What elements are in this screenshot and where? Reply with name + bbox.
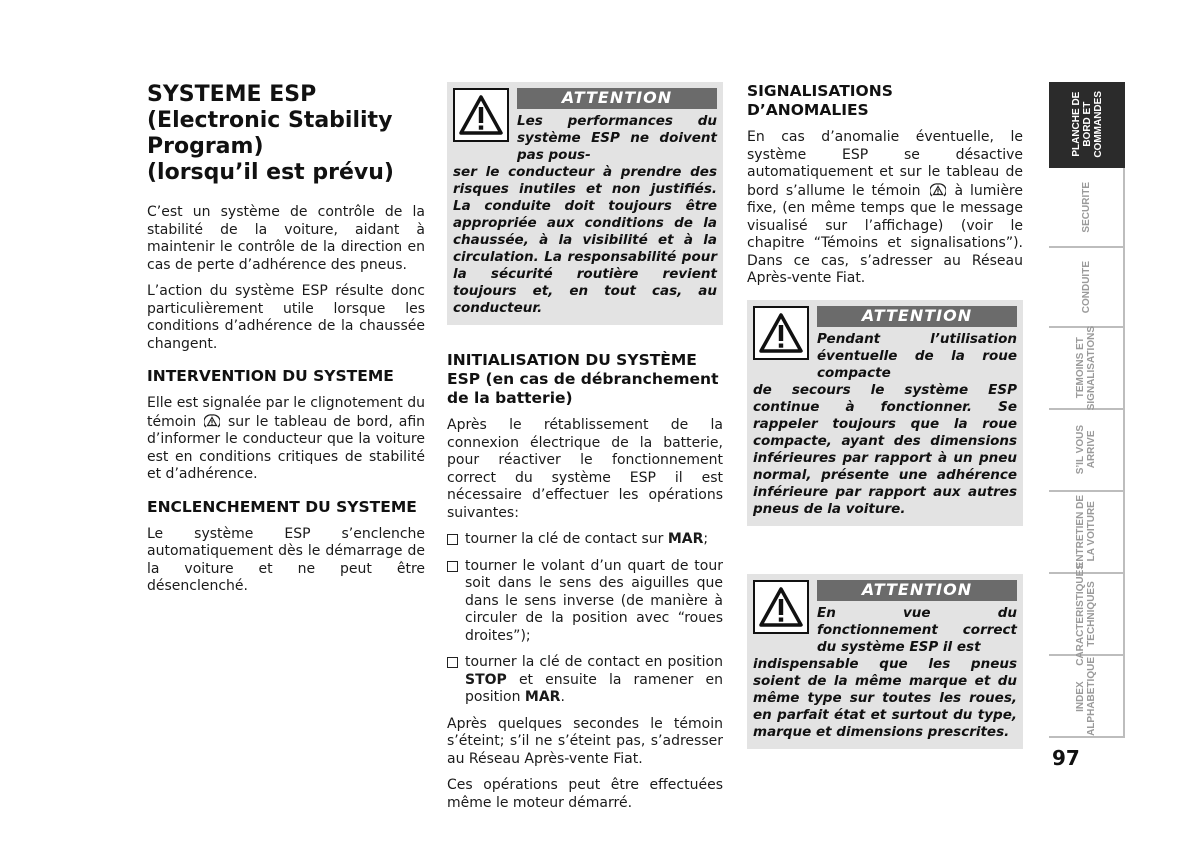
column-right [747,82,1023,297]
intervention-paragraph: Elle est signalée par le clignotement du témoin sur le tableau de bord, afin d’informer le conducteur que la voiture est en conditions critiques de stabilité et d’adhérence. [147,395,426,482]
initialisation-paragraph: Après le rétablissement de la connexion électrique de la batterie, pour réactiver le fonctionnement correct du système ESP il est nécessaire d’effectuer les opérations suivantes: [447,417,723,521]
attention-text: de secours le système ESP continue à fonctionner. Se rappeler toujours que la roue compacte, ayant des dimensions inférieures par rapport à un pneu normal, présente une adhérence inférieure par rapport aux autres pneus de la voiture. [753,382,1017,517]
intro-paragraph-2: L’action du système ESP résulte donc particulièrement utile lorsque les conditions d’adhérence de la chaussée changent. [147,283,425,352]
chapter-tabs [1049,82,1125,738]
signalisations-heading: SIGNALISATIONS D’ANOMALIES [747,82,893,119]
attention-label: ATTENTION [817,306,1017,327]
attention-text: indispensable que les pneus soient de la même marque et du même type sur toutes les roues, en parfait état et surtout du type, marque et dimensions prescrites. [753,656,1017,740]
checkbox-bullet-icon [447,657,458,668]
intro-paragraph-1: C’est un système de contrôle de la stabilité de la voiture, aidant à maintenir le contrôle de la direction en cas de perte d’adhérence des pneus. [147,204,425,273]
page-title: SYSTEME ESP (Electronic Stability Program) (lorsqu’il est prévu) [147,82,394,185]
signalisations-paragraph: En cas d’anomalie éventuelle, le système ESP se désactive automatiquement et sur le tableau de bord s’allume le témoin à lumière fixe, (en même temps que le message visualisé sur l’affichage) (voir le chapitre “Témoins et signalisations”). Dans ce cas, s’adresser au Réseau Après-vente Fiat. [747,129,1023,286]
tab-temoins[interactable]: TEMOINS ET SIGNALISATIONS [1049,328,1125,410]
esp-warning-light-icon [930,182,946,198]
warning-triangle-icon [753,580,809,634]
column-middle [447,82,723,821]
tab-planche-de-bord[interactable]: PLANCHE DE BORD ET COMMANDES [1049,82,1125,168]
list-item: tourner le volant d’un quart de tour soit dans le sens des aiguilles que dans le sens inverse (de manière à circuler de la position avec “roues droites”); [447,558,723,646]
esp-warning-light-icon [204,413,220,429]
enclenchement-heading: ENCLENCHEMENT DU SYSTEME [147,497,417,516]
page-number: 97 [1052,746,1080,770]
list-item: tourner la clé de contact en position STOP et ensuite la ramener en position MAR. [447,654,723,707]
tab-sil-vous-arrive[interactable]: S’IL VOUS ARRIVE [1049,410,1125,492]
checkbox-bullet-icon [447,534,458,545]
after-paragraph-1: Après quelques secondes le témoin s’éteint; s’il ne s’éteint pas, s’adresser au Réseau Après-vente Fiat. [447,715,723,767]
attention-label: ATTENTION [817,580,1017,601]
after-paragraph-2: Ces opérations peut être effectuées même le moteur démarré. [447,777,723,811]
attention-label: ATTENTION [517,88,717,109]
initialisation-heading: INITIALISATION DU SYSTÈME ESP (en cas de débranchement de la batterie) [447,351,719,407]
tab-securite[interactable]: SECURITE [1049,168,1125,248]
warning-triangle-icon [453,88,509,142]
attention-text: ser le conducteur à prendre des risques inutiles et non justifiés. La conduite doit toujours être appropriée aux conditions de la chaussée, à la visibilité et à la circulation. La responsabilité pour la sécurité routière revient toujours et, en tout cas, au conducteur. [453,164,717,316]
enclenchement-paragraph: Le système ESP s’enclenche automatiquement dès le démarrage de la voiture et ne peut être désenclenché. [147,525,425,594]
column-left [147,82,425,605]
warning-triangle-icon [753,306,809,360]
attention-box-compact-wheel: ATTENTION Pendant l’utilisation éventuelle de la roue compacte de secours le système ESP continue à fonctionner. Se rappeler toujours que la roue compacte, ayant des dimensions inférieures par rapport à un pneu normal, présente une adhérence inférieure par rapport aux autres pneus de la voiture. [747,300,1023,526]
attention-box-tyres: ATTENTION En vue du fonctionnement correct du système ESP il est indispensable que les pneus soient de la même marque et du même type sur toutes les roues, en parfait état et surtout du type, marque et dimensions prescrites. [747,574,1023,749]
tab-index[interactable]: INDEX ALPHABETIQUE [1049,656,1125,738]
checkbox-bullet-icon [447,561,458,572]
intervention-heading: INTERVENTION DU SYSTEME [147,367,394,385]
tab-caracteristiques[interactable]: CARACTERISTIQUES TECHNIQUES [1049,574,1125,656]
tab-conduite[interactable]: CONDUITE [1049,248,1125,328]
attention-box-performance: ATTENTION Les performances du système ESP ne doivent pas pous- ser le conducteur à prendre des risques inutiles et non justifiés. La conduite doit toujours être appropriée aux conditions de la chaussée, à la visibilité et à la circulation. La responsabilité pour la sécurité routière revient toujours et, en tout cas, au conducteur. [447,82,723,325]
tab-entretien[interactable]: ENTRETIEN DE LA VOITURE [1049,492,1125,574]
list-item: tourner la clé de contact sur MAR; [447,531,723,549]
